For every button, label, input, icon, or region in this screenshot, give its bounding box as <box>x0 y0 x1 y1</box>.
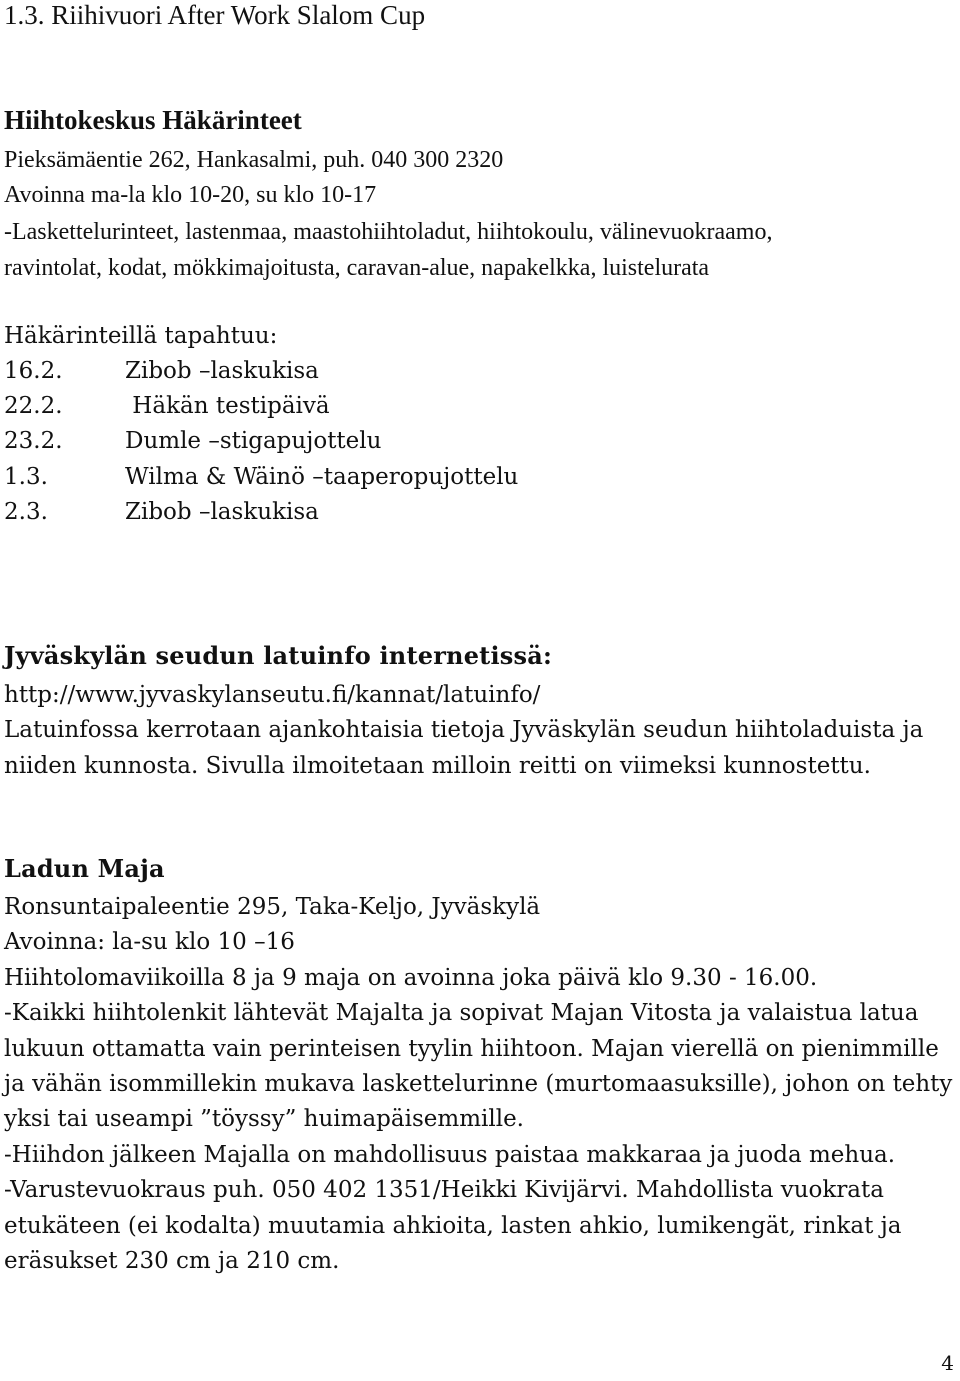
ladun-maja-line: ja vähän isommillekin mukava laskettelurinne (murtomaasuksille), johon on tehty <box>4 1071 953 1097</box>
page-number: 4 <box>941 1351 954 1375</box>
event-date: 16.2. <box>4 358 63 384</box>
event-date: 23.2. <box>4 428 63 454</box>
ladun-maja-line: yksi tai useampi ”töyssy” huimapäisemmille. <box>4 1106 524 1132</box>
latuinfo-heading: Jyväskylän seudun latuinfo internetissä: <box>4 641 552 670</box>
ladun-maja-line: lukuun ottamatta vain perinteisen tyylin hiihtoon. Majan vierellä on pienimmille <box>4 1036 939 1062</box>
event-row <box>4 430 381 453</box>
ladun-maja-line: eräsukset 230 cm ja 210 cm. <box>4 1248 340 1274</box>
event-name: Zibob –laskukisa <box>125 358 319 384</box>
events-heading: Häkärinteillä tapahtuu: <box>4 323 278 349</box>
event-date: 22.2. <box>4 393 63 419</box>
event-row <box>4 466 518 489</box>
event-name: Zibob –laskukisa <box>125 499 319 525</box>
event-name: Wilma & Wäinö –taaperopujottelu <box>125 464 519 490</box>
event-name: Häkän testipäivä <box>125 393 330 419</box>
ladun-maja-line: -Varustevuokraus puh. 050 402 1351/Heikki Kivijärvi. Mahdollista vuokrata <box>4 1177 884 1203</box>
event-name: Dumle –stigapujottelu <box>125 428 382 454</box>
hakarinteet-services-line2: ravintolat, kodat, mökkimajoitusta, caravan-alue, napakelkka, luistelurata <box>4 255 710 281</box>
section-title: 1.3. Riihivuori After Work Slalom Cup <box>4 0 426 30</box>
ladun-maja-line: -Hiihdon jälkeen Majalla on mahdollisuus paistaa makkaraa ja juoda mehua. <box>4 1142 896 1168</box>
ladun-maja-line: -Kaikki hiihtolenkit lähtevät Majalta ja sopivat Majan Vitosta ja valaistua latua <box>4 1000 919 1026</box>
ladun-maja-heading: Ladun Maja <box>4 854 165 883</box>
hakarinteet-services-line1: -Laskettelurinteet, lastenmaa, maastohiihtoladut, hiihtokoulu, välinevuokraamo, <box>4 219 773 245</box>
event-row <box>4 360 319 383</box>
latuinfo-text-line2: niiden kunnosta. Sivulla ilmoitetaan milloin reitti on viimeksi kunnostettu. <box>4 753 871 779</box>
event-date: 2.3. <box>4 499 48 525</box>
event-row <box>4 501 319 524</box>
hakarinteet-heading: Hiihtokeskus Häkärinteet <box>4 105 302 135</box>
ladun-maja-line: Avoinna: la-su klo 10 –16 <box>4 929 295 955</box>
hakarinteet-address: Pieksämäentie 262, Hankasalmi, puh. 040 300 2320 <box>4 147 504 173</box>
ladun-maja-line: etukäteen (ei kodalta) muutamia ahkioita, lasten ahkio, lumikengät, rinkat ja <box>4 1213 902 1239</box>
latuinfo-text-line1: Latuinfossa kerrotaan ajankohtaisia tietoja Jyväskylän seudun hiihtoladuista ja <box>4 717 924 743</box>
ladun-maja-line: Hiihtolomaviikoilla 8 ja 9 maja on avoinna joka päivä klo 9.30 - 16.00. <box>4 965 818 991</box>
latuinfo-url[interactable]: http://www.jyvaskylanseutu.fi/kannat/latuinfo/ <box>4 682 541 708</box>
event-date: 1.3. <box>4 464 48 490</box>
event-row <box>4 395 330 418</box>
hakarinteet-hours: Avoinna ma-la klo 10-20, su klo 10-17 <box>4 182 377 208</box>
ladun-maja-line: Ronsuntaipaleentie 295, Taka-Keljo, Jyväskylä <box>4 894 541 920</box>
